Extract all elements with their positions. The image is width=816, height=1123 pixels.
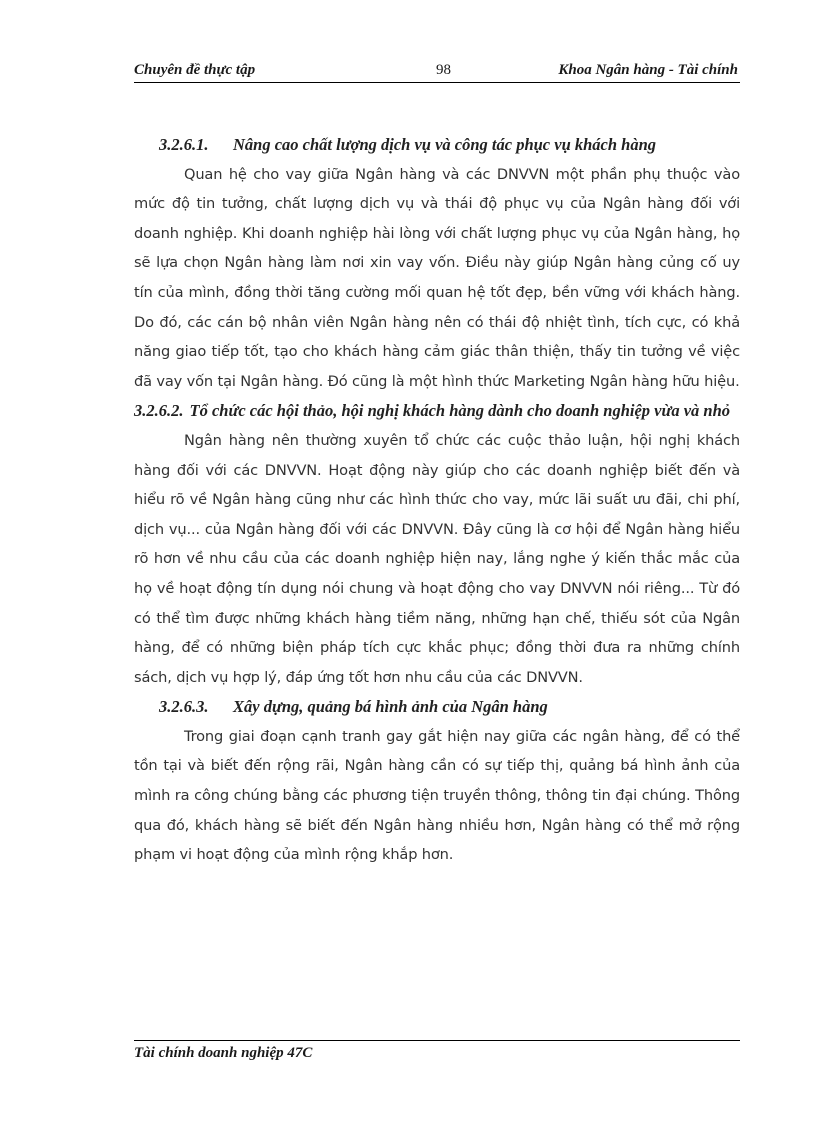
section-number: 3.2.6.3. [159, 697, 209, 717]
header-faculty: Khoa Ngân hàng - Tài chính [558, 62, 738, 78]
page-footer [134, 1040, 740, 1062]
section-title: Nâng cao chất lượng dịch vụ và công tác phục vụ khách hàng [233, 135, 657, 154]
section-paragraph: Ngân hàng nên thường xuyên tổ chức các cuộc thảo luận, hội nghị khách hàng đối với các DNVVN. Hoạt động này giúp cho các doanh nghiệp biết đến và hiểu rõ về Ngân hàng cũng như các hình thức cho vay, mức lãi suất ưu đãi, chi phí, dịch vụ... của Ngân hàng đối với các DNVVN. Đây cũng là cơ hội để Ngân hàng hiểu rõ hơn về nhu cầu của các doanh nghiệp hiện nay, lắng nghe ý kiến thắc mắc của họ về hoạt động tín dụng nói chung và hoạt động cho vay DNVVN nói riêng... Từ đó có thể tìm được những khách hàng tiềm năng, những hạn chế, thiếu sót của Ngân hàng, để có những biện pháp tích cực khắc phục; đồng thời đưa ra những chính sách, dịch vụ hợp lý, đáp ứng tốt hơn nhu cầu của các DNVVN. [134, 431, 740, 686]
header-document-type: Chuyên đề thực tập [134, 62, 256, 78]
section-paragraph: Trong giai đoạn cạnh tranh gay gắt hiện nay giữa các ngân hàng, để có thể tồn tại và biết đến rộng rãi, Ngân hàng cần có sự tiếp thị, quảng bá hình ảnh của mình ra công chúng bằng các phương tiện truyền thông, thông tin đại chúng. Thông qua đó, khách hàng sẽ biết đến Ngân hàng nhiều hơn, Ngân hàng có thể mở rộng phạm vi hoạt động của mình rộng khắp hơn. [134, 727, 740, 864]
footer-text: Tài chính doanh nghiệp 47C [134, 1045, 313, 1061]
section-heading-3-2-6-3 [134, 692, 740, 722]
section-number: 3.2.6.2. [134, 401, 184, 421]
document-body [134, 130, 740, 870]
section-heading-3-2-6-1 [134, 130, 740, 160]
section-title: Xây dựng, quảng bá hình ảnh của Ngân hàng [233, 697, 548, 717]
section-number: 3.2.6.1. [159, 135, 209, 154]
page-number: 98 [436, 62, 451, 78]
section-title: Tổ chức các hội thảo, hội nghị khách hàng dành cho doanh nghiệp vừa và nhỏ [189, 401, 731, 421]
page-header [134, 58, 740, 83]
section-paragraph: Quan hệ cho vay giữa Ngân hàng và các DNVVN một phần phụ thuộc vào mức độ tin tưởng, chất lượng dịch vụ và thái độ phục vụ của Ngân hàng đối với doanh nghiệp. Khi doanh nghiệp hài lòng với chất lượng phục vụ của Ngân hàng, họ sẽ lựa chọn Ngân hàng làm nơi xin vay vốn. Điều này giúp Ngân hàng củng cố uy tín của mình, đồng thời tăng cường mối quan hệ tốt đẹp, bền vững với khách hàng. Do đó, các cán bộ nhân viên Ngân hàng nên có thái độ nhiệt tình, tích cực, có khả năng giao tiếp tốt, tạo cho khách hàng cảm giác thân thiện, thấy tin tưởng về việc đã vay vốn tại Ngân hàng. Đó cũng là một hình thức Marketing Ngân hàng hữu hiệu. [134, 165, 740, 390]
section-heading-3-2-6-2 [134, 396, 740, 426]
